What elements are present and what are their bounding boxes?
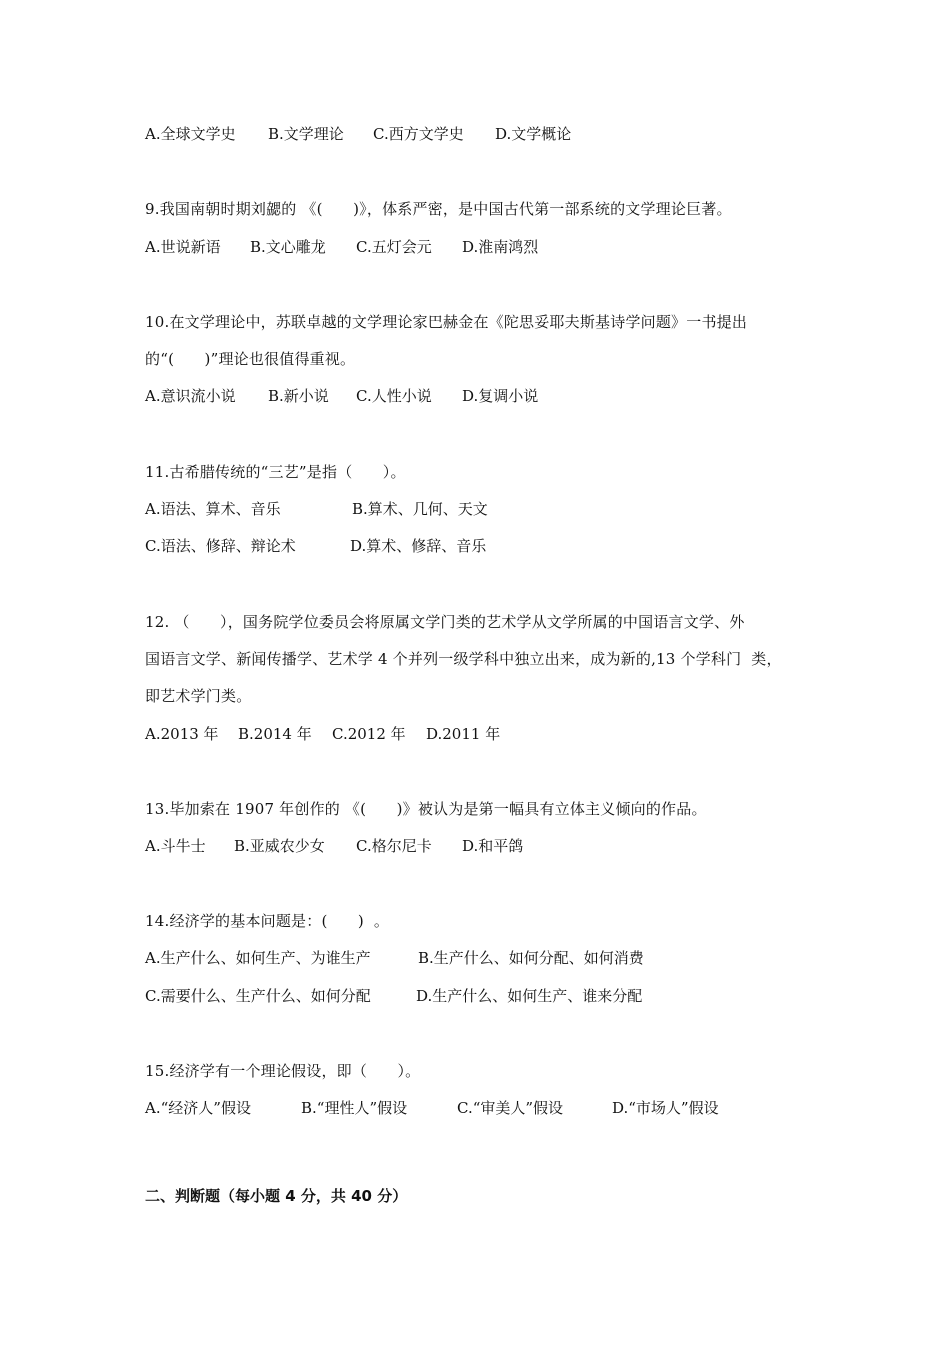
q8-option-d: D.文学概论 [495,125,572,143]
q10-option-c: C.人性小说 [356,387,432,405]
q11-question: 11.古希腊传统的“三艺”是指（ ）。 [145,463,406,481]
q11-option-a: A.语法、算术、音乐 [145,500,281,518]
q9-option-a: A.世说新语 [145,238,221,256]
q11-option-c: C.语法、修辞、辩论术 [145,537,296,555]
section-heading: 二、判断题（每小题 4 分，共 40 分） [145,1187,408,1205]
q15-option-c: C.“审美人”假设 [457,1099,564,1117]
q10-option-b: B.新小说 [268,387,329,405]
q8-option-b: B.文学理论 [268,125,344,143]
q8-option-c: C.西方文学史 [373,125,464,143]
q12-question-line3: 即艺术学门类。 [145,687,252,705]
q14-question: 14.经济学的基本问题是：( ) 。 [145,912,390,930]
q12-option-d: D.2011 年 [426,725,501,743]
q11-options-row2 [145,536,487,596]
q9-option-c: C.五灯会元 [356,238,432,256]
q10-question-line2: 的“( )”理论也很值得重视。 [145,350,356,368]
q15-option-d: D.“市场人”假设 [612,1099,719,1117]
q10-option-d: D.复调小说 [462,387,539,405]
q9-option-b: B.文心雕龙 [250,238,326,256]
q15-option-a: A.“经济人”假设 [145,1099,251,1117]
q12-question-line1: 12. （ ），国务院学位委员会将原属文学门类的艺术学从文学所属的中国语言文学、外 [145,613,745,631]
q13-option-c: C.格尔尼卡 [356,837,432,855]
q14-option-a: A.生产什么、如何生产、为谁生产 [145,949,371,967]
q13-option-d: D.和平鸽 [462,837,524,855]
q12-option-b: B.2014 年 [238,725,312,743]
q14-option-d: D.生产什么、如何生产、谁来分配 [416,987,643,1005]
q15-question: 15.经济学有一个理论假设，即（ ）。 [145,1062,421,1080]
q10-question-line1: 10.在文学理论中，苏联卓越的文学理论家巴赫金在《陀思妥耶夫斯基诗学问题》一书提出 [145,313,748,331]
q14-option-b: B.生产什么、如何分配、如何消费 [418,949,644,967]
q13-option-a: A.斗牛士 [145,837,206,855]
q9-option-d: D.淮南鸿烈 [462,238,539,256]
q8-option-a: A.全球文学史 [145,125,236,143]
q12-question-line2: 国语言文学、新闻传播学、艺术学 4 个并列一级学科中独立出来，成为新的,13 个学科门 类， [145,650,782,668]
q15-option-b: B.“理性人”假设 [301,1099,408,1117]
q11-option-b: B.算术、几何、天文 [352,500,488,518]
q14-options-row2 [145,986,643,1046]
q13-option-b: B.亚威农少女 [234,837,325,855]
q12-option-c: C.2012 年 [332,725,406,743]
q11-option-d: D.算术、修辞、音乐 [350,537,487,555]
q9-question: 9.我国南朝时期刘勰的 《( )》，体系严密，是中国古代第一部系统的文学理论巨著。 [145,200,732,218]
q14-option-c: C.需要什么、生产什么、如何分配 [145,987,371,1005]
q12-option-a: A.2013 年 [145,725,219,743]
q13-question: 13.毕加索在 1907 年创作的 《( )》被认为是第一幅具有立体主义倾向的作品。 [145,800,707,818]
q10-option-a: A.意识流小说 [145,387,236,405]
